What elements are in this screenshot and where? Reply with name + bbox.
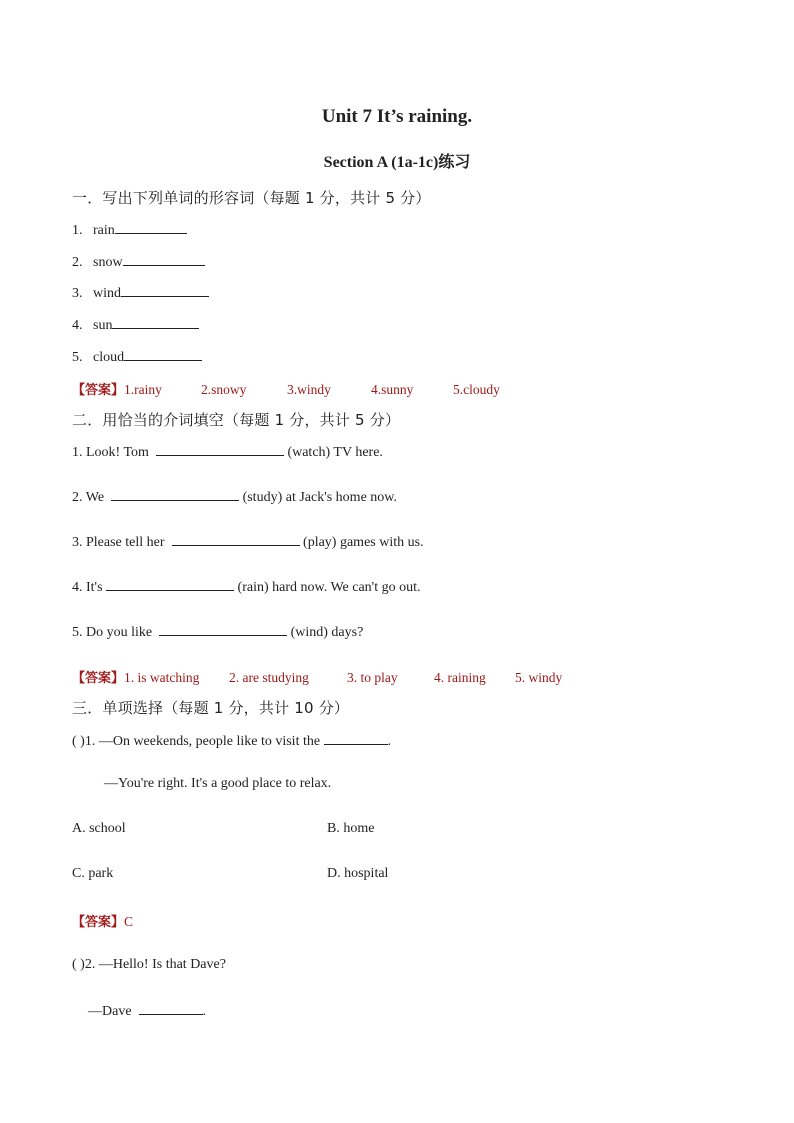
list-item: 3. wind: [72, 284, 209, 302]
section2-answer: 【答案】1. is watching 2. are studying 3. to play 4. raining 5. windy: [72, 670, 563, 686]
section2-heading: 二．用恰当的介词填空（每题 1 分，共计 5 分）: [72, 411, 401, 429]
list-item: 4. It's (rain) hard now. We can't go out.: [72, 580, 421, 595]
section1-answer: 【答案】1.rainy 2.snowy 3.windy 4.sunny 5.cloudy: [72, 382, 500, 398]
list-item: 4. sun: [72, 316, 199, 334]
question-stem: ( )1. —On weekends, people like to visit the .: [72, 734, 392, 749]
list-item: 2. snow: [72, 253, 205, 271]
answer-blank: [139, 1002, 203, 1015]
answer-blank: [112, 316, 199, 329]
option-a: A. school: [72, 821, 126, 836]
answer-blank: [111, 488, 239, 501]
question1-answer: 【答案】C: [72, 914, 134, 930]
answer-blank: [124, 348, 202, 361]
answer-blank: [324, 732, 388, 745]
answer-blank: [156, 443, 284, 456]
question-stem: ( )2. —Hello! Is that Dave?: [72, 957, 226, 972]
answer-blank: [115, 221, 187, 234]
answer-blank: [121, 284, 209, 297]
option-b: B. home: [327, 821, 375, 836]
list-item: 3. Please tell her (play) games with us.: [72, 535, 424, 550]
option-d: D. hospital: [327, 866, 389, 881]
page-title: Unit 7 It’s raining.: [321, 106, 473, 127]
list-item: 2. We (study) at Jack's home now.: [72, 490, 397, 505]
list-item: 5. Do you like (wind) days?: [72, 625, 364, 640]
answer-blank: [123, 253, 205, 266]
answer-blank: [106, 578, 234, 591]
section1-heading: 一．写出下列单词的形容词（每题 1 分，共计 5 分）: [72, 189, 431, 207]
list-item: 5. cloud: [72, 348, 202, 366]
question-reply: —Dave .: [88, 1004, 207, 1019]
page-subtitle: Section A (1a-1c)练习: [323, 154, 471, 171]
list-item: 1. Look! Tom (watch) TV here.: [72, 445, 383, 460]
question-reply: —You're right. It's a good place to relax.: [104, 776, 332, 791]
answer-blank: [172, 533, 300, 546]
section3-heading: 三．单项选择（每题 1 分，共计 10 分）: [72, 699, 350, 717]
answer-blank: [159, 623, 287, 636]
option-c: C. park: [72, 866, 114, 881]
list-item: 1. rain: [72, 221, 187, 239]
